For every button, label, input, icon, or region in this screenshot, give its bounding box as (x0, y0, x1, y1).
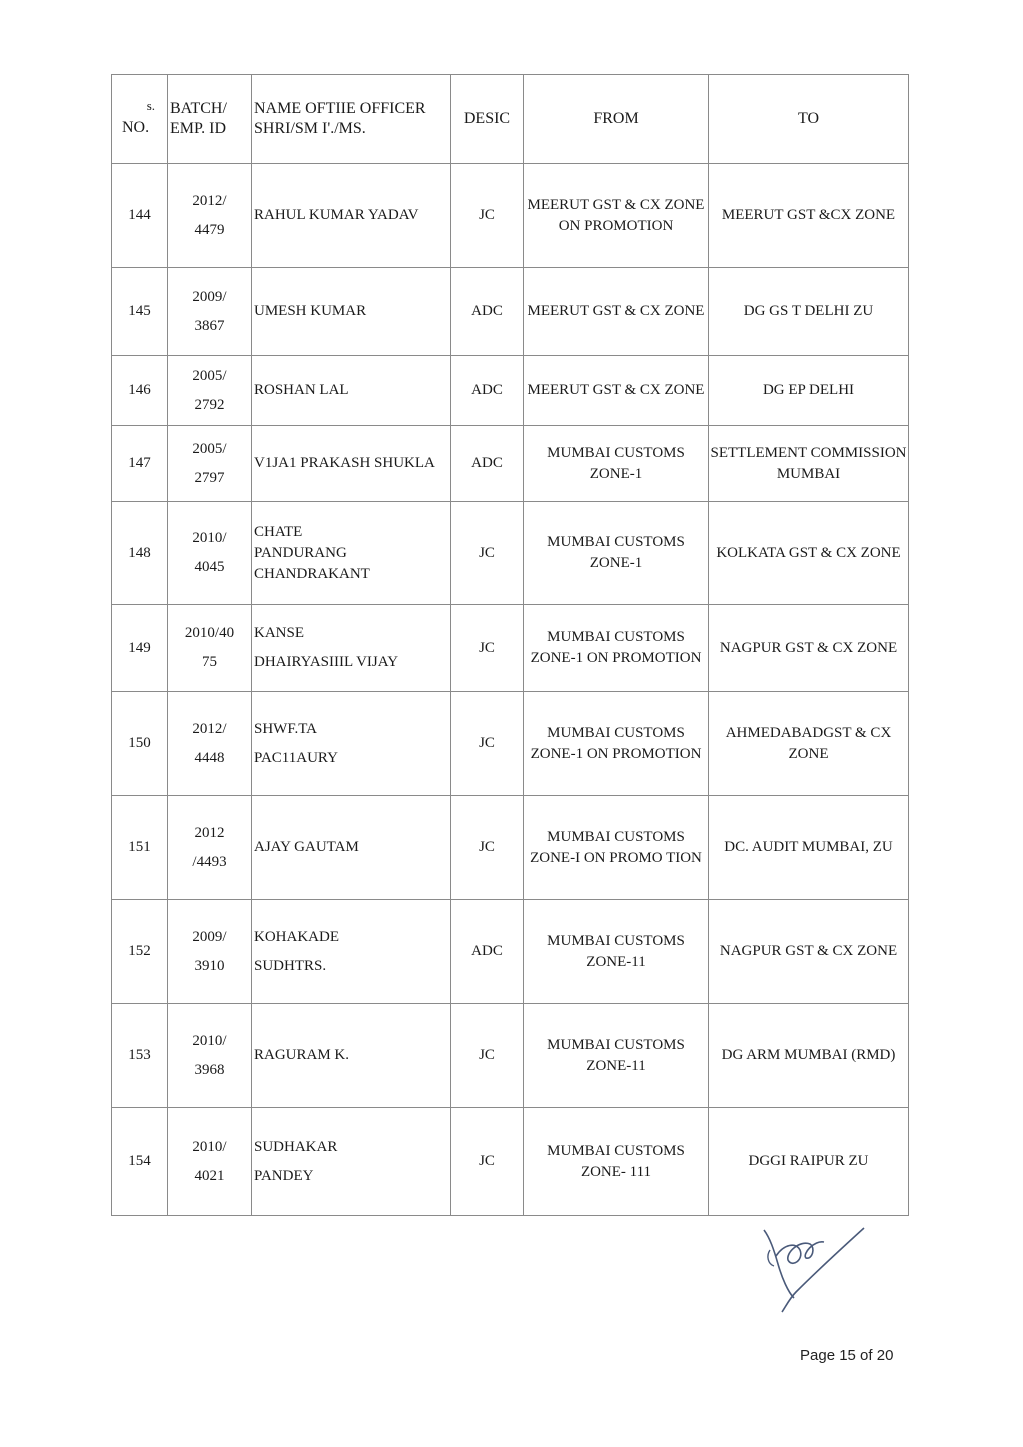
cell-to: DG EP DELHI (709, 356, 909, 426)
officer-name-line: ROSHAN LAL (254, 382, 349, 398)
batch-line-2: /4493 (192, 853, 227, 870)
cell-to: NAGPUR GST & CX ZONE (709, 900, 909, 1004)
cell-sno: 152 (112, 900, 168, 1004)
batch-line-2: 2797 (194, 469, 225, 486)
cell-officer-name (252, 796, 451, 900)
header-sno (112, 75, 168, 164)
cell-from: MEERUT GST & CX ZONE (524, 268, 709, 356)
officer-name-line: V1JA1 PRAKASH SHUKLA (254, 455, 435, 471)
batch-line-2: 3867 (194, 317, 225, 334)
cell-from: MUMBAI CUSTOMS ZONE-11 (524, 1004, 709, 1108)
cell-officer-name (252, 268, 451, 356)
cell-batch-id (168, 1108, 252, 1216)
header-name-line1: NAME OFTIIE OFFICER (254, 100, 426, 117)
table-row (112, 692, 909, 796)
officer-name-line: UMESH KUMAR (254, 303, 367, 319)
table-row (112, 268, 909, 356)
signature-image (752, 1220, 872, 1320)
cell-batch-id (168, 268, 252, 356)
batch-line-1: 2009/ (192, 288, 227, 305)
cell-to: DG GS T DELHI ZU (709, 268, 909, 356)
cell-designation: JC (451, 502, 524, 605)
cell-to: NAGPUR GST & CX ZONE (709, 605, 909, 692)
cell-to: KOLKATA GST & CX ZONE (709, 502, 909, 605)
cell-designation: JC (451, 1004, 524, 1108)
cell-to: MEERUT GST &CX ZONE (709, 164, 909, 268)
cell-designation: JC (451, 1108, 524, 1216)
batch-line-1: 2012/ (192, 720, 227, 737)
batch-line-2: 3968 (194, 1061, 225, 1078)
cell-to: AHMEDABADGST & CX ZONE (709, 692, 909, 796)
cell-to: DGGI RAIPUR ZU (709, 1108, 909, 1216)
cell-sno: 153 (112, 1004, 168, 1108)
batch-line-1: 2009/ (192, 928, 227, 945)
cell-batch-id (168, 605, 252, 692)
cell-officer-name (252, 1004, 451, 1108)
cell-from: MUMBAI CUSTOMS ZONE-1 (524, 502, 709, 605)
batch-line-1: 2010/ (192, 1138, 227, 1155)
officer-name-line: DHAIRYASIIIL VIJAY (254, 654, 399, 670)
cell-officer-name (252, 502, 451, 605)
header-from: FROM (524, 75, 709, 164)
cell-batch-id (168, 356, 252, 426)
header-batch-line2: EMP. ID (170, 120, 227, 137)
cell-sno: 154 (112, 1108, 168, 1216)
header-name-line2: SHRI/SM I'./MS. (254, 120, 366, 137)
batch-line-2: 4045 (194, 559, 225, 575)
cell-officer-name (252, 900, 451, 1004)
batch-line-1: 2012/ (192, 192, 227, 209)
batch-line-1: 2010/ (192, 1032, 227, 1049)
cell-from: MUMBAI CUSTOMS ZONE-1 (524, 426, 709, 502)
cell-batch-id (168, 1004, 252, 1108)
cell-sno: 145 (112, 268, 168, 356)
officer-name-line: AJAY GAUTAM (254, 839, 359, 855)
cell-designation: ADC (451, 426, 524, 502)
officer-name-line: RAGURAM K. (254, 1047, 350, 1063)
header-batch-line1: BATCH/ (170, 100, 227, 117)
cell-officer-name (252, 164, 451, 268)
cell-batch-id (168, 692, 252, 796)
officer-name-line: RAHUL KUMAR YADAV (254, 207, 419, 223)
table-row (112, 796, 909, 900)
batch-line-2: 4479 (194, 221, 225, 238)
table-row (112, 900, 909, 1004)
cell-designation: JC (451, 164, 524, 268)
batch-line-2: 3910 (194, 957, 225, 974)
cell-batch-id (168, 426, 252, 502)
cell-designation: JC (451, 692, 524, 796)
table-row (112, 605, 909, 692)
header-sno-top: s. (146, 98, 155, 113)
cell-sno: 144 (112, 164, 168, 268)
cell-from: MUMBAI CUSTOMS ZONE-1 ON PROMOTION (524, 692, 709, 796)
cell-sno: 149 (112, 605, 168, 692)
cell-from: MEERUT GST & CX ZONE ON PROMOTION (524, 164, 709, 268)
header-batch (168, 75, 252, 164)
batch-line-1: 2012 (194, 824, 225, 841)
batch-line-2: 2792 (194, 396, 225, 413)
cell-officer-name (252, 356, 451, 426)
cell-designation: JC (451, 796, 524, 900)
cell-from: MUMBAI CUSTOMS ZONE- 111 (524, 1108, 709, 1216)
cell-officer-name (252, 1108, 451, 1216)
cell-batch-id (168, 164, 252, 268)
table-body (112, 164, 909, 1216)
page-number: Page 15 of 20 (800, 1347, 894, 1364)
table-row (112, 1004, 909, 1108)
table-row (112, 1108, 909, 1216)
cell-sno: 148 (112, 502, 168, 605)
batch-line-1: 2010/40 (184, 625, 235, 641)
batch-line-2: 75 (202, 654, 217, 670)
batch-line-1: 2005/ (192, 440, 227, 457)
cell-designation: JC (451, 605, 524, 692)
officer-name-line: PAC11AURY (254, 749, 338, 766)
officer-name-line: PANDEY (254, 1167, 314, 1184)
cell-sno: 146 (112, 356, 168, 426)
cell-officer-name (252, 692, 451, 796)
table-row (112, 356, 909, 426)
table-header-row (112, 75, 909, 164)
cell-officer-name (252, 426, 451, 502)
header-name (252, 75, 451, 164)
batch-line-2: 4021 (194, 1167, 225, 1184)
cell-designation: ADC (451, 900, 524, 1004)
cell-sno: 147 (112, 426, 168, 502)
header-sno-bottom: NO. (122, 119, 150, 136)
cell-batch-id (168, 796, 252, 900)
officer-name-line: PANDURANG (254, 544, 347, 561)
cell-batch-id (168, 502, 252, 605)
table-row (112, 502, 909, 605)
officer-name-line: SUDHTRS. (254, 957, 327, 974)
officer-name-line: KANSE (254, 625, 305, 641)
table-row (112, 426, 909, 502)
cell-to: DG ARM MUMBAI (RMD) (709, 1004, 909, 1108)
header-desic: DESIC (451, 75, 524, 164)
transfer-table (111, 74, 909, 1216)
cell-to: SETTLEMENT COMMISSION MUMBAI (709, 426, 909, 502)
cell-designation: ADC (451, 268, 524, 356)
cell-to: DC. AUDIT MUMBAI, ZU (709, 796, 909, 900)
cell-batch-id (168, 900, 252, 1004)
cell-sno: 150 (112, 692, 168, 796)
cell-officer-name (252, 605, 451, 692)
cell-sno: 151 (112, 796, 168, 900)
header-to: TO (709, 75, 909, 164)
officer-name-line: CHATE (254, 523, 303, 540)
table-row (112, 164, 909, 268)
cell-from: MUMBAI CUSTOMS ZONE-11 (524, 900, 709, 1004)
officer-name-line: SHWF.TA (254, 720, 318, 737)
officer-name-line: SUDHAKAR (254, 1138, 338, 1155)
officer-name-line: KOHAKADE (254, 928, 339, 945)
batch-line-2: 4448 (194, 749, 225, 766)
cell-from: MEERUT GST & CX ZONE (524, 356, 709, 426)
batch-line-1: 2010/ (192, 530, 227, 546)
officer-name-line: CHANDRAKANT (254, 565, 370, 582)
cell-from: MUMBAI CUSTOMS ZONE-1 ON PROMOTION (524, 605, 709, 692)
batch-line-1: 2005/ (192, 367, 227, 384)
cell-designation: ADC (451, 356, 524, 426)
cell-from: MUMBAI CUSTOMS ZONE-I ON PROMO TION (524, 796, 709, 900)
